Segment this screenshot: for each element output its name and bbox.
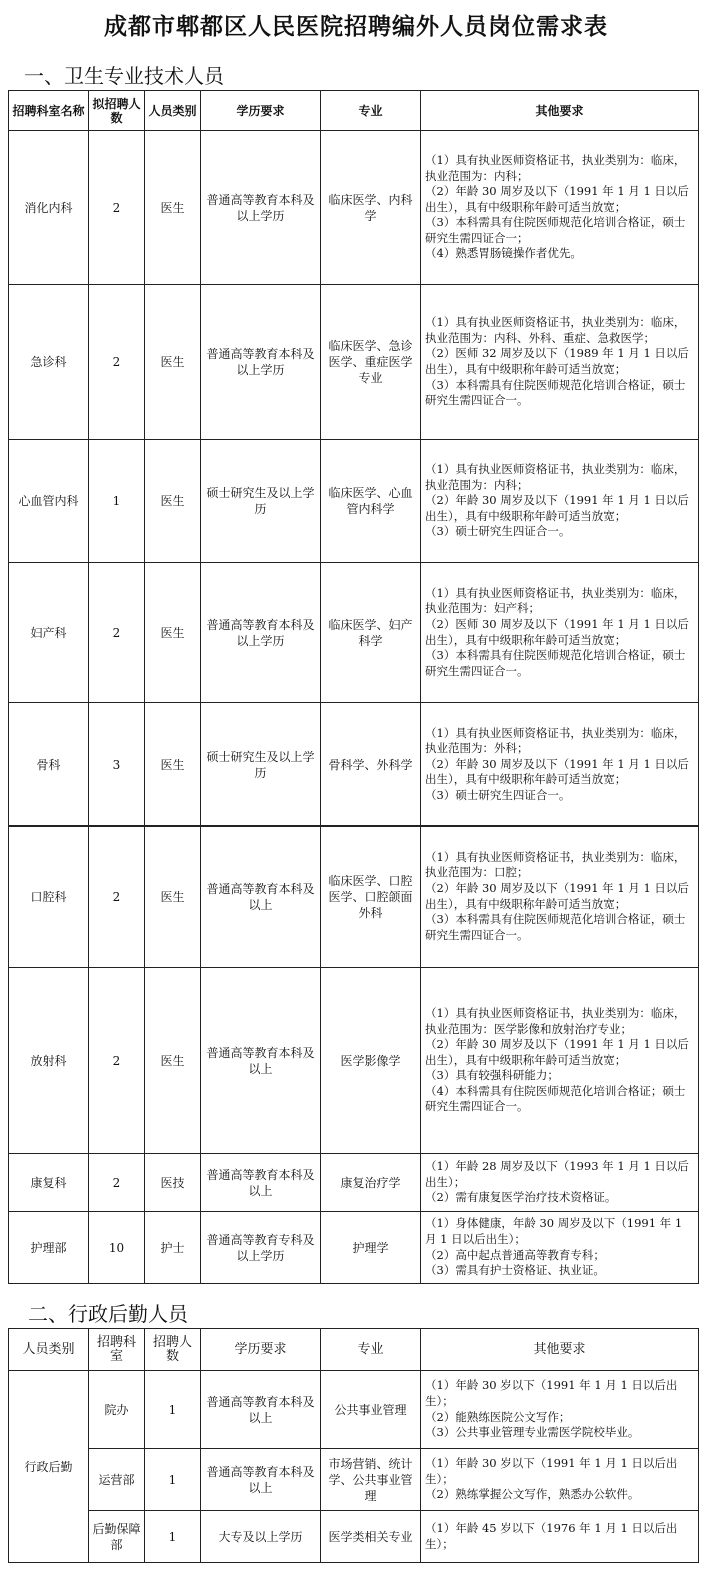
requirements-cell bbox=[421, 285, 699, 440]
type-cell: 医生 bbox=[145, 285, 201, 440]
table-row bbox=[9, 440, 699, 563]
dept-cell: 放射科 bbox=[9, 968, 89, 1154]
requirements-cell bbox=[421, 826, 699, 968]
requirements-cell bbox=[421, 563, 699, 703]
requirement-line: （3）本科需具有住院医师规范化培训合格证，硕士研究生需四证合一； bbox=[425, 215, 686, 245]
header-count: 拟招聘人数 bbox=[89, 91, 145, 131]
dept-cell: 后勤保障部 bbox=[89, 1511, 145, 1563]
type-cell: 医生 bbox=[145, 826, 201, 968]
requirement-line: （2）高中起点普通高等教育专科； bbox=[425, 1247, 605, 1262]
education-cell: 普通高等教育专科及以上学历 bbox=[201, 1212, 321, 1284]
education-cell: 硕士研究生及以上学历 bbox=[201, 440, 321, 563]
requirement-line: （1）年龄 30 岁以下（1991 年 1 月 1 日以后出生）； bbox=[425, 1378, 678, 1408]
requirements-cell bbox=[421, 1511, 699, 1563]
education-cell: 普通高等教育本科及以上 bbox=[201, 826, 321, 968]
dept-cell: 妇产科 bbox=[9, 563, 89, 703]
section-heading-medical: 一、卫生专业技术人员 bbox=[24, 64, 224, 88]
requirement-line: （3）本科需具有住院医师规范化培训合格证，硕士研究生需四证合一。 bbox=[425, 912, 686, 942]
table-row bbox=[9, 968, 699, 1154]
type-cell: 医生 bbox=[145, 563, 201, 703]
header-major: 专业 bbox=[321, 1329, 421, 1371]
requirement-line: （2）年龄 30 周岁及以下（1991 年 1 月 1 日以后出生），具有中级职称年龄可适当放宽； bbox=[425, 756, 689, 787]
table-row bbox=[9, 703, 699, 827]
table-header-row bbox=[9, 1329, 699, 1371]
major-cell: 护理学 bbox=[321, 1212, 421, 1284]
header-education: 学历要求 bbox=[201, 1329, 321, 1371]
header-other: 其他要求 bbox=[421, 91, 699, 131]
count-cell: 2 bbox=[89, 1154, 145, 1212]
requirements-cell bbox=[421, 1449, 699, 1511]
header-major: 专业 bbox=[321, 91, 421, 131]
requirement-line: （3）硕士研究生四证合一。 bbox=[425, 524, 571, 539]
dept-cell: 院办 bbox=[89, 1371, 145, 1449]
count-cell: 1 bbox=[145, 1449, 201, 1511]
medical-staff-table-continued bbox=[8, 825, 699, 1284]
table-row bbox=[9, 1449, 699, 1511]
requirement-line: （3）本科需具有住院医师规范化培训合格证，硕士研究生需四证合一。 bbox=[425, 648, 686, 678]
requirement-line: （3）具有较强科研能力； bbox=[425, 1068, 559, 1083]
requirement-line: （3）本科需具有住院医师规范化培训合格证，硕士研究生需四证合一。 bbox=[425, 377, 686, 408]
requirement-line: （1）具有执业医师资格证书，执业类别为：临床，执业范围为：外科； bbox=[425, 725, 686, 756]
type-cell: 护士 bbox=[145, 1212, 201, 1284]
count-cell: 2 bbox=[89, 131, 145, 285]
dept-cell: 心血管内科 bbox=[9, 440, 89, 563]
admin-staff-table bbox=[8, 1328, 699, 1563]
section-heading-admin: 二、行政后勤人员 bbox=[28, 1302, 188, 1326]
requirement-line: （2）年龄 30 周岁及以下（1991 年 1 月 1 日以后出生），具有中级职称年龄可适当放宽； bbox=[425, 184, 689, 214]
requirements-cell bbox=[421, 703, 699, 827]
count-cell: 2 bbox=[89, 968, 145, 1154]
requirement-line: （2）医师 30 周岁及以下（1991 年 1 月 1 日以后出生），具有中级职称年龄可适当放宽； bbox=[425, 616, 689, 647]
major-cell: 康复治疗学 bbox=[321, 1154, 421, 1212]
requirement-line: （2）能熟练医院公文写作； bbox=[425, 1409, 571, 1424]
count-cell: 1 bbox=[145, 1371, 201, 1449]
table-row bbox=[9, 1154, 699, 1212]
type-cell: 医生 bbox=[145, 440, 201, 563]
document-title: 成都市郫都区人民医院招聘编外人员岗位需求表 bbox=[104, 13, 608, 40]
table-row bbox=[9, 131, 699, 285]
type-cell: 医生 bbox=[145, 968, 201, 1154]
dept-cell: 护理部 bbox=[9, 1212, 89, 1284]
header-dept: 招聘科室名称 bbox=[9, 91, 89, 131]
count-cell: 10 bbox=[89, 1212, 145, 1284]
requirement-line: （2）年龄 30 周岁及以下（1991 年 1 月 1 日以后出生），具有中级职称年龄可适当放宽； bbox=[425, 880, 689, 911]
requirement-line: （1）具有执业医师资格证书，执业类别为：临床，执业范围为：内科、外科、重症、急救医学； bbox=[425, 315, 686, 345]
header-dept: 招聘科室 bbox=[89, 1329, 145, 1371]
type-cell: 医技 bbox=[145, 1154, 201, 1212]
requirement-line: （1）身体健康，年龄 30 周岁及以下（1991 年 1 月 1 日以后出生）； bbox=[425, 1216, 683, 1246]
count-cell: 2 bbox=[89, 285, 145, 440]
major-cell: 医学影像学 bbox=[321, 968, 421, 1154]
requirement-line: （4）本科需具有住院医师规范化培训合格证；硕士研究生需四证合一。 bbox=[425, 1083, 686, 1114]
requirement-line: （1）具有执业医师资格证书，执业类别为：临床，执业范围为：口腔； bbox=[425, 849, 686, 880]
table-row bbox=[9, 826, 699, 968]
table-row bbox=[9, 1511, 699, 1563]
requirement-line: （1）年龄 45 岁以下（1976 年 1 月 1 日以后出生）； bbox=[425, 1520, 678, 1551]
requirement-line: （1）具有执业医师资格证书，执业类别为：临床，执业范围为：医学影像和放射治疗专业； bbox=[425, 1005, 686, 1036]
education-cell: 普通高等教育本科及以上学历 bbox=[201, 131, 321, 285]
requirements-cell bbox=[421, 1371, 699, 1449]
requirement-line: （2）年龄 30 周岁及以下（1991 年 1 月 1 日以后出生），具有中级职称年龄可适当放宽； bbox=[425, 1037, 689, 1067]
education-cell: 普通高等教育本科及以上 bbox=[201, 1371, 321, 1449]
major-cell: 临床医学、急诊医学、重症医学专业 bbox=[321, 285, 421, 440]
major-cell: 临床医学、口腔医学、口腔颌面外科 bbox=[321, 826, 421, 968]
requirement-line: （1）年龄 30 岁以下（1991 年 1 月 1 日以后出生）； bbox=[425, 1456, 678, 1486]
major-cell: 临床医学、妇产科学 bbox=[321, 563, 421, 703]
type-cell: 医生 bbox=[145, 131, 201, 285]
table-row bbox=[9, 563, 699, 703]
dept-cell: 口腔科 bbox=[9, 826, 89, 968]
requirements-cell bbox=[421, 1154, 699, 1212]
header-count: 招聘人数 bbox=[145, 1329, 201, 1371]
major-cell: 骨科学、外科学 bbox=[321, 703, 421, 827]
header-type: 人员类别 bbox=[145, 91, 201, 131]
header-category: 人员类别 bbox=[9, 1329, 89, 1371]
requirement-line: （1）具有执业医师资格证书，执业类别为：临床，执业范围为：妇产科； bbox=[425, 585, 686, 616]
count-cell: 1 bbox=[89, 440, 145, 563]
table-header-row bbox=[9, 91, 699, 131]
requirements-cell bbox=[421, 968, 699, 1154]
major-cell: 临床医学、心血管内科学 bbox=[321, 440, 421, 563]
major-cell: 医学类相关专业 bbox=[321, 1511, 421, 1563]
dept-cell: 急诊科 bbox=[9, 285, 89, 440]
education-cell: 普通高等教育本科及以上 bbox=[201, 968, 321, 1154]
major-cell: 公共事业管理 bbox=[321, 1371, 421, 1449]
education-cell: 硕士研究生及以上学历 bbox=[201, 703, 321, 827]
requirement-line: （2）需有康复医学治疗技术资格证。 bbox=[425, 1190, 617, 1205]
count-cell: 1 bbox=[145, 1511, 201, 1563]
requirement-line: （4）熟悉胃肠镜操作者优先。 bbox=[425, 246, 582, 261]
type-cell: 医生 bbox=[145, 703, 201, 827]
education-cell: 普通高等教育本科及以上 bbox=[201, 1154, 321, 1212]
requirement-line: （3）需具有护士资格证、执业证。 bbox=[425, 1263, 605, 1278]
category-cell: 行政后勤 bbox=[9, 1371, 89, 1563]
education-cell: 普通高等教育本科及以上学历 bbox=[201, 285, 321, 440]
requirement-line: （1）具有执业医师资格证书，执业类别为：临床，执业范围为：内科； bbox=[425, 462, 686, 492]
table-row bbox=[9, 1212, 699, 1284]
count-cell: 3 bbox=[89, 703, 145, 827]
dept-cell: 康复科 bbox=[9, 1154, 89, 1212]
education-cell: 大专及以上学历 bbox=[201, 1511, 321, 1563]
requirements-cell bbox=[421, 1212, 699, 1284]
major-cell: 临床医学、内科学 bbox=[321, 131, 421, 285]
count-cell: 2 bbox=[89, 563, 145, 703]
requirement-line: （2）医师 32 周岁及以下（1989 年 1 月 1 日以后出生），具有中级职称年龄可适当放宽； bbox=[425, 346, 689, 376]
requirement-line: （1）年龄 28 周岁及以下（1993 年 1 月 1 日以后出生）； bbox=[425, 1159, 689, 1189]
table-row bbox=[9, 285, 699, 440]
dept-cell: 骨科 bbox=[9, 703, 89, 827]
dept-cell: 运营部 bbox=[89, 1449, 145, 1511]
requirement-line: （3）公共事业管理专业需医学院校毕业。 bbox=[425, 1425, 640, 1440]
count-cell: 2 bbox=[89, 826, 145, 968]
dept-cell: 消化内科 bbox=[9, 131, 89, 285]
requirement-line: （1）具有执业医师资格证书，执业类别为：临床，执业范围为：内科； bbox=[425, 152, 686, 183]
requirement-line: （3）硕士研究生四证合一。 bbox=[425, 787, 571, 802]
requirement-line: （2）年龄 30 周岁及以下（1991 年 1 月 1 日以后出生），具有中级职称年龄可适当放宽； bbox=[425, 493, 689, 523]
table-row bbox=[9, 1371, 699, 1449]
requirements-cell bbox=[421, 131, 699, 285]
requirement-line: （2）熟练掌握公文写作，熟悉办公软件。 bbox=[425, 1487, 640, 1502]
requirements-cell bbox=[421, 440, 699, 563]
major-cell: 市场营销、统计学、公共事业管理 bbox=[321, 1449, 421, 1511]
education-cell: 普通高等教育本科及以上 bbox=[201, 1449, 321, 1511]
medical-staff-table bbox=[8, 90, 699, 827]
education-cell: 普通高等教育本科及以上学历 bbox=[201, 563, 321, 703]
header-education: 学历要求 bbox=[201, 91, 321, 131]
header-other: 其他要求 bbox=[421, 1329, 699, 1371]
